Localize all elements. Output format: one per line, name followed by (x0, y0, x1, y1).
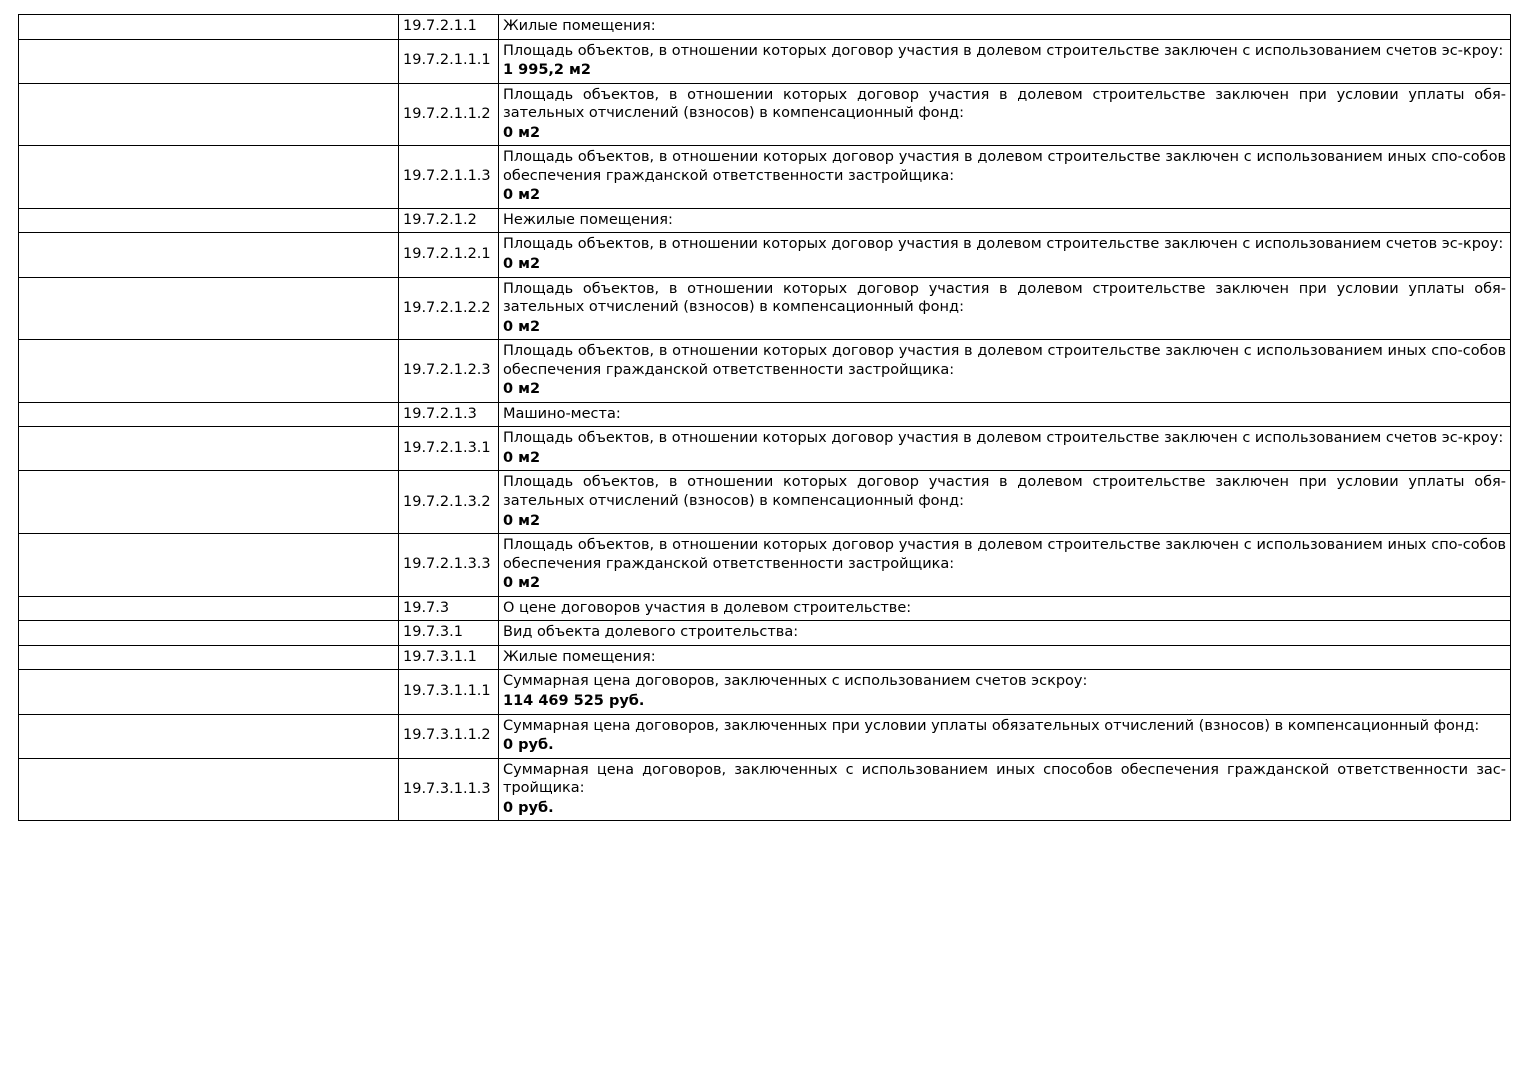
table-row (19, 534, 1511, 597)
row-description: Нежилые помещения: (503, 211, 673, 228)
row-description: Площадь объектов, в отношении которых договор участия в долевом строительстве заключен при условии уплаты обя-зательных отчислений (взносов) в компенсационный фонд: (503, 86, 1506, 122)
row-spacer-cell (19, 714, 399, 758)
row-code-cell: 19.7.3.1.1 (399, 645, 499, 670)
table-row (19, 15, 1511, 40)
row-value: 0 м2 (503, 449, 541, 466)
row-value: 0 м2 (503, 381, 541, 398)
row-description: О цене договоров участия в долевом строительстве: (503, 599, 912, 616)
row-description: Площадь объектов, в отношении которых договор участия в долевом строительстве заключен при условии уплаты обя-зательных отчислений (взносов) в компенсационный фонд: (503, 280, 1506, 316)
table-row (19, 621, 1511, 646)
row-description: Площадь объектов, в отношении которых договор участия в долевом строительстве заключен с использованием счетов эс-кроу: (503, 430, 1504, 447)
row-spacer-cell (19, 645, 399, 670)
row-text-cell (499, 534, 1511, 597)
row-text-cell (499, 277, 1511, 340)
row-text-cell (499, 83, 1511, 146)
row-code-cell: 19.7.2.1.1 (399, 15, 499, 40)
row-spacer-cell (19, 277, 399, 340)
row-text-cell (499, 233, 1511, 277)
row-spacer-cell (19, 402, 399, 427)
row-spacer-cell (19, 15, 399, 40)
row-code-cell: 19.7.2.1.3.3 (399, 534, 499, 597)
row-spacer-cell (19, 670, 399, 714)
row-description: Площадь объектов, в отношении которых договор участия в долевом строительстве заключен при условии уплаты обя-зательных отчислений (взносов) в компенсационный фонд: (503, 474, 1506, 510)
row-text-cell (499, 714, 1511, 758)
row-code-cell: 19.7.2.1.2.1 (399, 233, 499, 277)
row-code-cell: 19.7.2.1.3 (399, 402, 499, 427)
row-code-cell: 19.7.2.1.3.2 (399, 471, 499, 534)
row-text-cell (499, 146, 1511, 209)
row-value: 0 м2 (503, 256, 541, 273)
row-text-cell (499, 758, 1511, 821)
row-code-cell: 19.7.2.1.2.3 (399, 340, 499, 403)
row-text-cell (499, 39, 1511, 83)
declaration-table (18, 14, 1511, 821)
table-row (19, 208, 1511, 233)
row-description: Площадь объектов, в отношении которых договор участия в долевом строительстве заключен с использованием счетов эс-кроу: (503, 236, 1504, 253)
row-spacer-cell (19, 758, 399, 821)
row-spacer-cell (19, 471, 399, 534)
table-row (19, 402, 1511, 427)
row-value: 0 м2 (503, 318, 541, 335)
row-code-cell: 19.7.3 (399, 596, 499, 621)
row-code-cell: 19.7.2.1.3.1 (399, 427, 499, 471)
row-text-cell (499, 471, 1511, 534)
table-row (19, 427, 1511, 471)
table-row (19, 471, 1511, 534)
row-text-cell (499, 208, 1511, 233)
row-text-cell (499, 15, 1511, 40)
row-code-cell: 19.7.2.1.1.3 (399, 146, 499, 209)
row-spacer-cell (19, 208, 399, 233)
row-description: Площадь объектов, в отношении которых договор участия в долевом строительстве заключен с использованием иных спо-собов обеспечения гражданской ответственности застройщика: (503, 149, 1506, 184)
table-row (19, 340, 1511, 403)
row-value: 0 м2 (503, 124, 541, 141)
table-row (19, 645, 1511, 670)
row-value: 0 руб. (503, 737, 554, 754)
row-text-cell (499, 621, 1511, 646)
row-value: 114 469 525 руб. (503, 692, 645, 709)
row-text-cell (499, 427, 1511, 471)
row-code-cell: 19.7.2.1.1.1 (399, 39, 499, 83)
row-text-cell (499, 402, 1511, 427)
row-spacer-cell (19, 534, 399, 597)
table-row (19, 146, 1511, 209)
table-row (19, 277, 1511, 340)
row-description: Вид объекта долевого строительства: (503, 624, 799, 641)
table-row (19, 39, 1511, 83)
row-text-cell (499, 340, 1511, 403)
row-value: 0 м2 (503, 575, 541, 592)
row-description: Площадь объектов, в отношении которых договор участия в долевом строительстве заключен с использованием иных спо-собов обеспечения гражданской ответственности застройщика: (503, 343, 1506, 378)
row-code-cell: 19.7.2.1.1.2 (399, 83, 499, 146)
row-description: Суммарная цена договоров, заключенных при условии уплаты обязательных отчислений (взносов) в компенсационный фонд: (503, 717, 1480, 734)
row-code-cell: 19.7.3.1.1.2 (399, 714, 499, 758)
row-description: Жилые помещения: (503, 648, 656, 665)
table-row (19, 714, 1511, 758)
row-value: 0 м2 (503, 187, 541, 204)
row-spacer-cell (19, 596, 399, 621)
row-spacer-cell (19, 340, 399, 403)
row-spacer-cell (19, 233, 399, 277)
row-code-cell: 19.7.3.1.1.1 (399, 670, 499, 714)
table-body (19, 15, 1511, 821)
table-row (19, 596, 1511, 621)
row-spacer-cell (19, 39, 399, 83)
row-text-cell (499, 670, 1511, 714)
row-spacer-cell (19, 83, 399, 146)
row-code-cell: 19.7.2.1.2 (399, 208, 499, 233)
row-description: Жилые помещения: (503, 18, 656, 34)
row-description: Площадь объектов, в отношении которых договор участия в долевом строительстве заключен с использованием счетов эс-кроу: (503, 42, 1504, 59)
row-text-cell (499, 596, 1511, 621)
row-text-cell (499, 645, 1511, 670)
row-spacer-cell (19, 427, 399, 471)
row-description: Суммарная цена договоров, заключенных с использованием счетов эскроу: (503, 673, 1088, 690)
row-spacer-cell (19, 146, 399, 209)
table-row (19, 758, 1511, 821)
row-value: 0 м2 (503, 512, 541, 529)
table-row (19, 83, 1511, 146)
row-value: 0 руб. (503, 799, 554, 816)
row-description: Суммарная цена договоров, заключенных с использованием иных способов обеспечения гражданской ответственности зас-тройщика: (503, 761, 1506, 797)
row-description: Машино-места: (503, 405, 621, 422)
row-code-cell: 19.7.3.1.1.3 (399, 758, 499, 821)
row-spacer-cell (19, 621, 399, 646)
row-description: Площадь объектов, в отношении которых договор участия в долевом строительстве заключен с использованием иных спо-собов обеспечения гражданской ответственности застройщика: (503, 537, 1506, 572)
row-value: 1 995,2 м2 (503, 62, 591, 79)
table-row (19, 670, 1511, 714)
row-code-cell: 19.7.3.1 (399, 621, 499, 646)
row-code-cell: 19.7.2.1.2.2 (399, 277, 499, 340)
table-row (19, 233, 1511, 277)
